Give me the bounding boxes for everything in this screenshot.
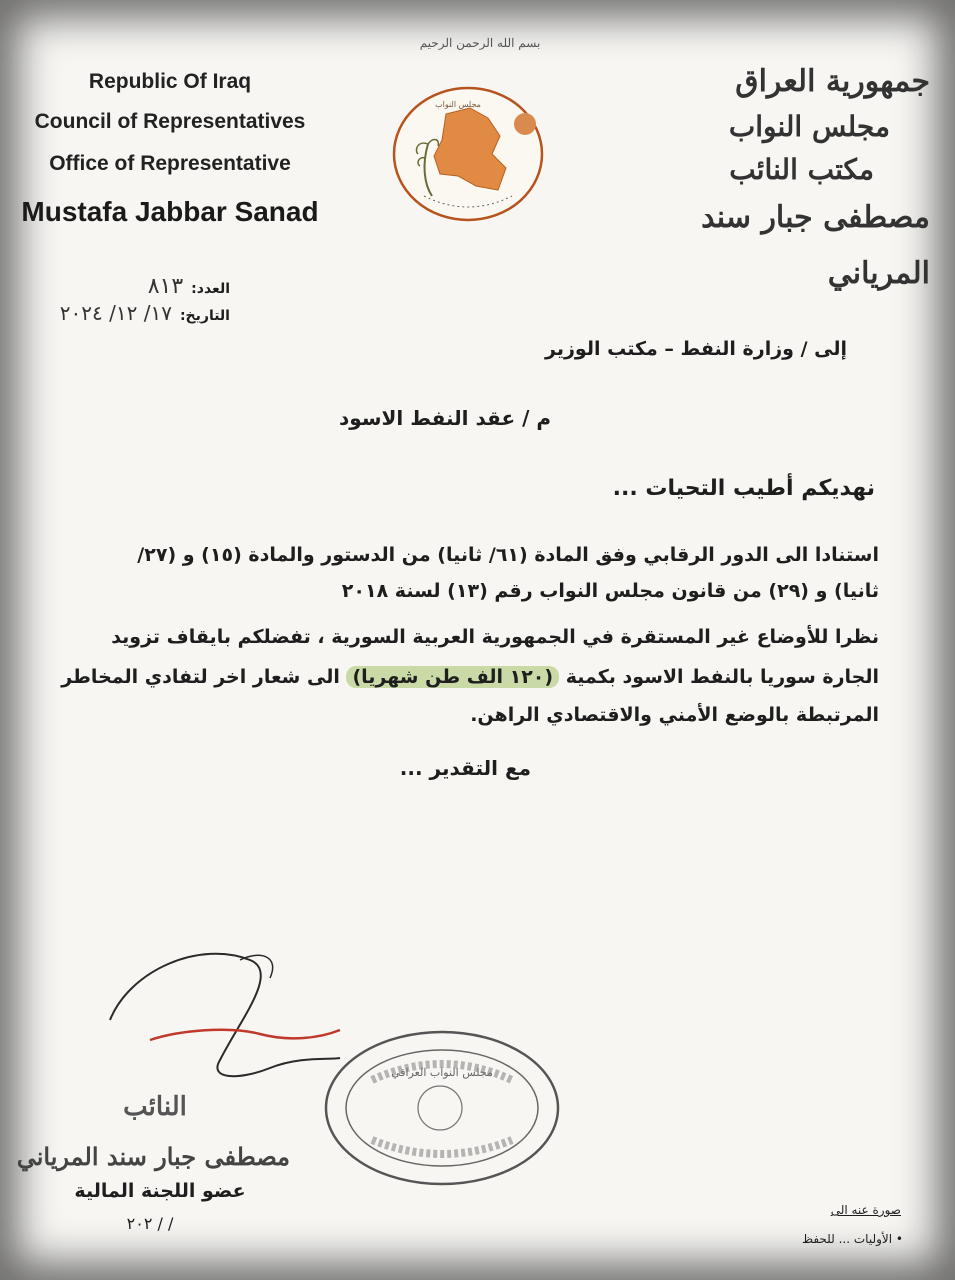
header-ar-line3: مكتب النائب (729, 153, 874, 186)
bullet-icon: • (895, 1232, 903, 1246)
signer-title: النائب (123, 1092, 187, 1122)
number-label: العدد: (191, 281, 230, 297)
official-stamp (322, 1028, 562, 1188)
greeting: نهديكم أطيب التحيات ... (612, 476, 875, 501)
header-en-line2: Council of Representatives (34, 110, 306, 133)
header-ar (640, 60, 930, 302)
signer-date-blank: / / ٢٠٢ (126, 1214, 174, 1233)
signer-name: مصطفى جبار سند المرياني (16, 1142, 290, 1171)
header-en-line1: Republic Of Iraq (88, 70, 252, 93)
addressee: إلى / وزارة النفط – مكتب الوزير (545, 338, 847, 360)
number-value: ٨١٣ (147, 274, 184, 299)
copy-to-item (802, 1232, 903, 1246)
body-p2-line2-post: الى شعار اخر لتفادي المخاطر (61, 666, 340, 688)
body-p2-line2 (61, 666, 879, 688)
stamp-text: مجلس النواب العراقي (391, 1066, 493, 1079)
copy-to-item-text: الأوليات ... للحفظ (801, 1232, 893, 1246)
header-ar-name: مصطفى جبار سند المرياني (701, 200, 930, 291)
logo-text: مجلس النواب (435, 100, 481, 109)
body-p2-line3: المرتبطة بالوضع الأمني والاقتصادي الراهن. (470, 704, 879, 726)
body-p2-line2-pre: الجارة سوريا بالنفط الاسود بكمية (565, 666, 879, 688)
copy-to-label: صورة عنه الى (830, 1203, 901, 1217)
handwritten-signature (90, 930, 350, 1100)
basmala: بسم الله الرحمن الرحيم (419, 36, 541, 50)
body-p1-line2: ثانيا) و (٢٩) من قانون مجلس النواب رقم (١٣) لسنة ٢٠١٨ (341, 580, 879, 602)
subject: م / عقد النفط الاسود (339, 406, 551, 430)
body-p1-line1: استنادا الى الدور الرقابي وفق المادة (٦١/ ثانيا) من الدستور والمادة (١٥) و (٢٧/ (137, 544, 879, 566)
date-value: ١٧/ ١٢/ ٢٠٢٤ (59, 301, 172, 325)
closing: مع التقدير ... (399, 756, 531, 780)
header-en (20, 64, 320, 240)
date-label: التاريخ: (179, 308, 230, 324)
body-p2-line1: نظرا للأوضاع غير المستقرة في الجمهورية العربية السورية ، تفضلكم بايقاف تزويد (111, 626, 879, 648)
header-ar-line2: مجلس النواب (728, 110, 890, 143)
header-en-line3: Office of Representative (49, 152, 291, 175)
signer-role: عضو اللجنة المالية (74, 1180, 246, 1202)
header-en-name: Mustafa Jabbar Sanad (21, 196, 319, 227)
highlighted-quantity: (١٢٠ الف طن شهريا) (346, 666, 559, 688)
header-ar-line1: جمهورية العراق (735, 64, 930, 99)
parliament-logo (388, 84, 548, 224)
reference-block (30, 274, 230, 325)
